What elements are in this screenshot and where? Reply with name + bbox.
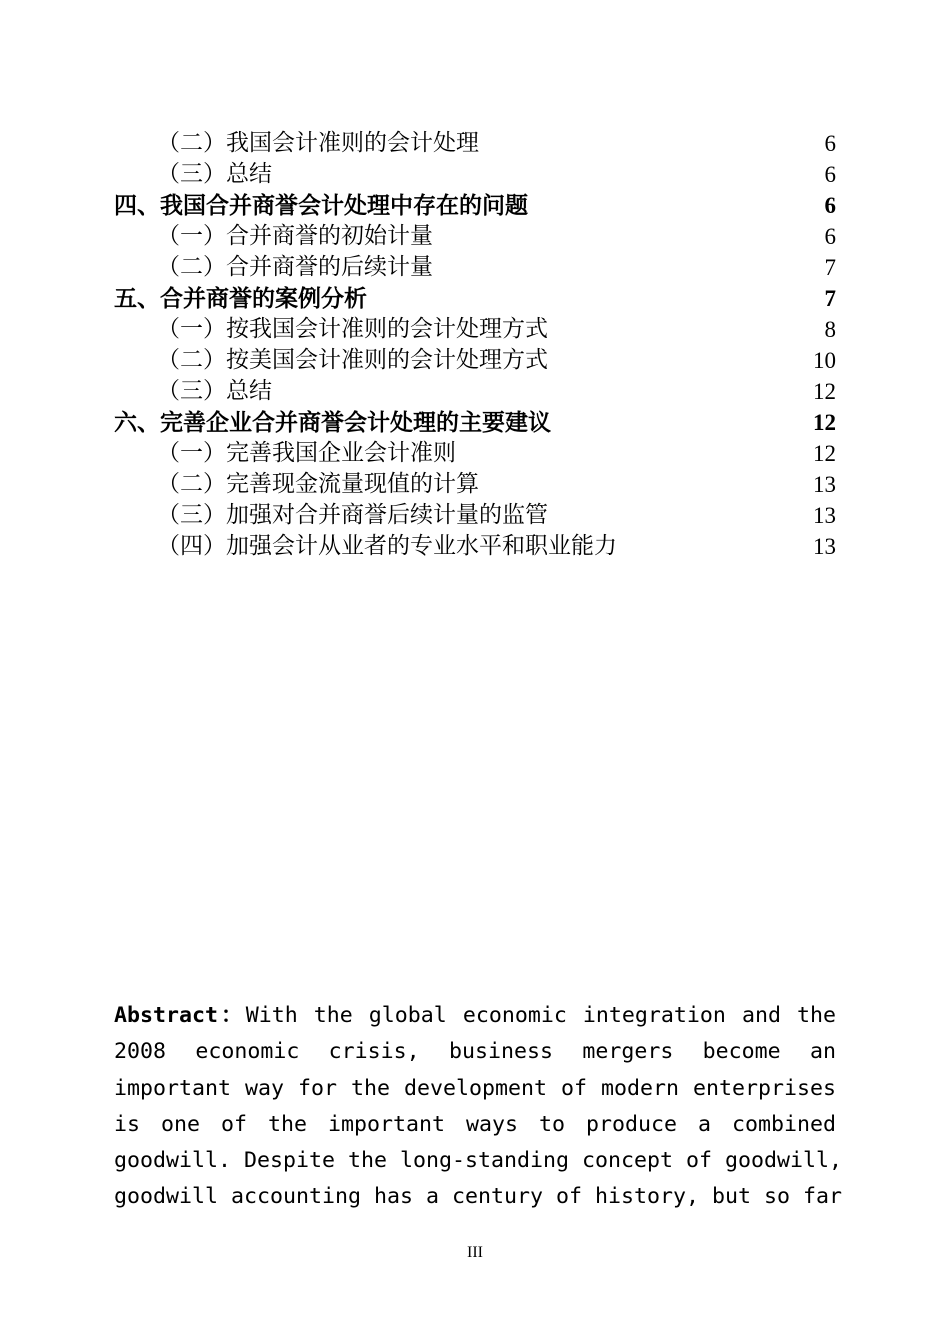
- toc-entry-page: 7: [824, 255, 836, 280]
- toc-entry: [114, 221, 836, 252]
- toc-entry: [114, 190, 836, 221]
- abstract-line-3: important way for the development of modern enterprises: [114, 1075, 836, 1101]
- toc-entry-title: 四、我国合并商誉会计处理中存在的问题: [114, 192, 528, 219]
- toc-entry-page: 13: [813, 534, 836, 559]
- toc-entry-title: （一）完善我国企业会计准则: [157, 440, 456, 466]
- toc-entry-page: 12: [813, 441, 836, 466]
- abstract-paragraph: [114, 998, 843, 1216]
- toc-entry-title: （一）按我国会计准则的会计处理方式: [157, 316, 548, 342]
- toc-entry-title: （二）合并商誉的后续计量: [157, 254, 433, 280]
- table-of-contents: [114, 128, 836, 562]
- toc-entry-page: 13: [813, 503, 836, 528]
- toc-entry-title: （一）合并商誉的初始计量: [157, 223, 433, 249]
- toc-entry-title: 五、合并商誉的案例分析: [114, 285, 367, 312]
- toc-entry-page: 6: [824, 224, 836, 249]
- toc-entry: [114, 314, 836, 345]
- toc-entry-page: 6: [824, 193, 836, 218]
- toc-entry: [114, 159, 836, 190]
- abstract-line-1: Abstract：With the global economic integration and the: [114, 1003, 836, 1028]
- toc-entry-title: （二）我国会计准则的会计处理: [157, 130, 479, 156]
- abstract-line-2: 2008 economic crisis, business mergers become an: [114, 1039, 836, 1065]
- toc-entry-page: 12: [813, 410, 836, 435]
- toc-entry-title: （四）加强会计从业者的专业水平和职业能力: [157, 533, 617, 559]
- toc-entry-title: （三）加强对合并商誉后续计量的监管: [157, 502, 548, 528]
- toc-entry-page: 10: [813, 348, 836, 373]
- toc-entry-page: 8: [824, 317, 836, 342]
- toc-entry: [114, 500, 836, 531]
- abstract-line-6: goodwill accounting has a century of history, but so far: [114, 1184, 843, 1210]
- toc-entry-title: （三）总结: [157, 161, 272, 187]
- toc-entry: [114, 283, 836, 314]
- toc-entry-title: （三）总结: [157, 378, 272, 404]
- abstract-line-5: goodwill. Despite the long-standing concept of goodwill,: [114, 1148, 843, 1174]
- toc-entry-title: （二）完善现金流量现值的计算: [157, 471, 479, 497]
- abstract-line-4: is one of the important ways to produce a combined: [114, 1111, 836, 1137]
- toc-entry-page: 13: [813, 472, 836, 497]
- toc-entry: [114, 438, 836, 469]
- page-number: III: [467, 1244, 483, 1261]
- toc-entry: [114, 469, 836, 500]
- abstract-label: Abstract：: [114, 1003, 246, 1028]
- toc-entry-title: 六、完善企业合并商誉会计处理的主要建议: [114, 409, 551, 436]
- toc-entry-page: 7: [824, 286, 836, 311]
- toc-entry: [114, 531, 836, 562]
- toc-entry-title: （二）按美国会计准则的会计处理方式: [157, 347, 548, 373]
- toc-entry: [114, 376, 836, 407]
- toc-entry-page: 6: [824, 131, 836, 156]
- toc-entry: [114, 345, 836, 376]
- toc-entry-page: 6: [824, 162, 836, 187]
- toc-entry: [114, 128, 836, 159]
- toc-entry: [114, 252, 836, 283]
- toc-entry: [114, 407, 836, 438]
- toc-entry-page: 12: [813, 379, 836, 404]
